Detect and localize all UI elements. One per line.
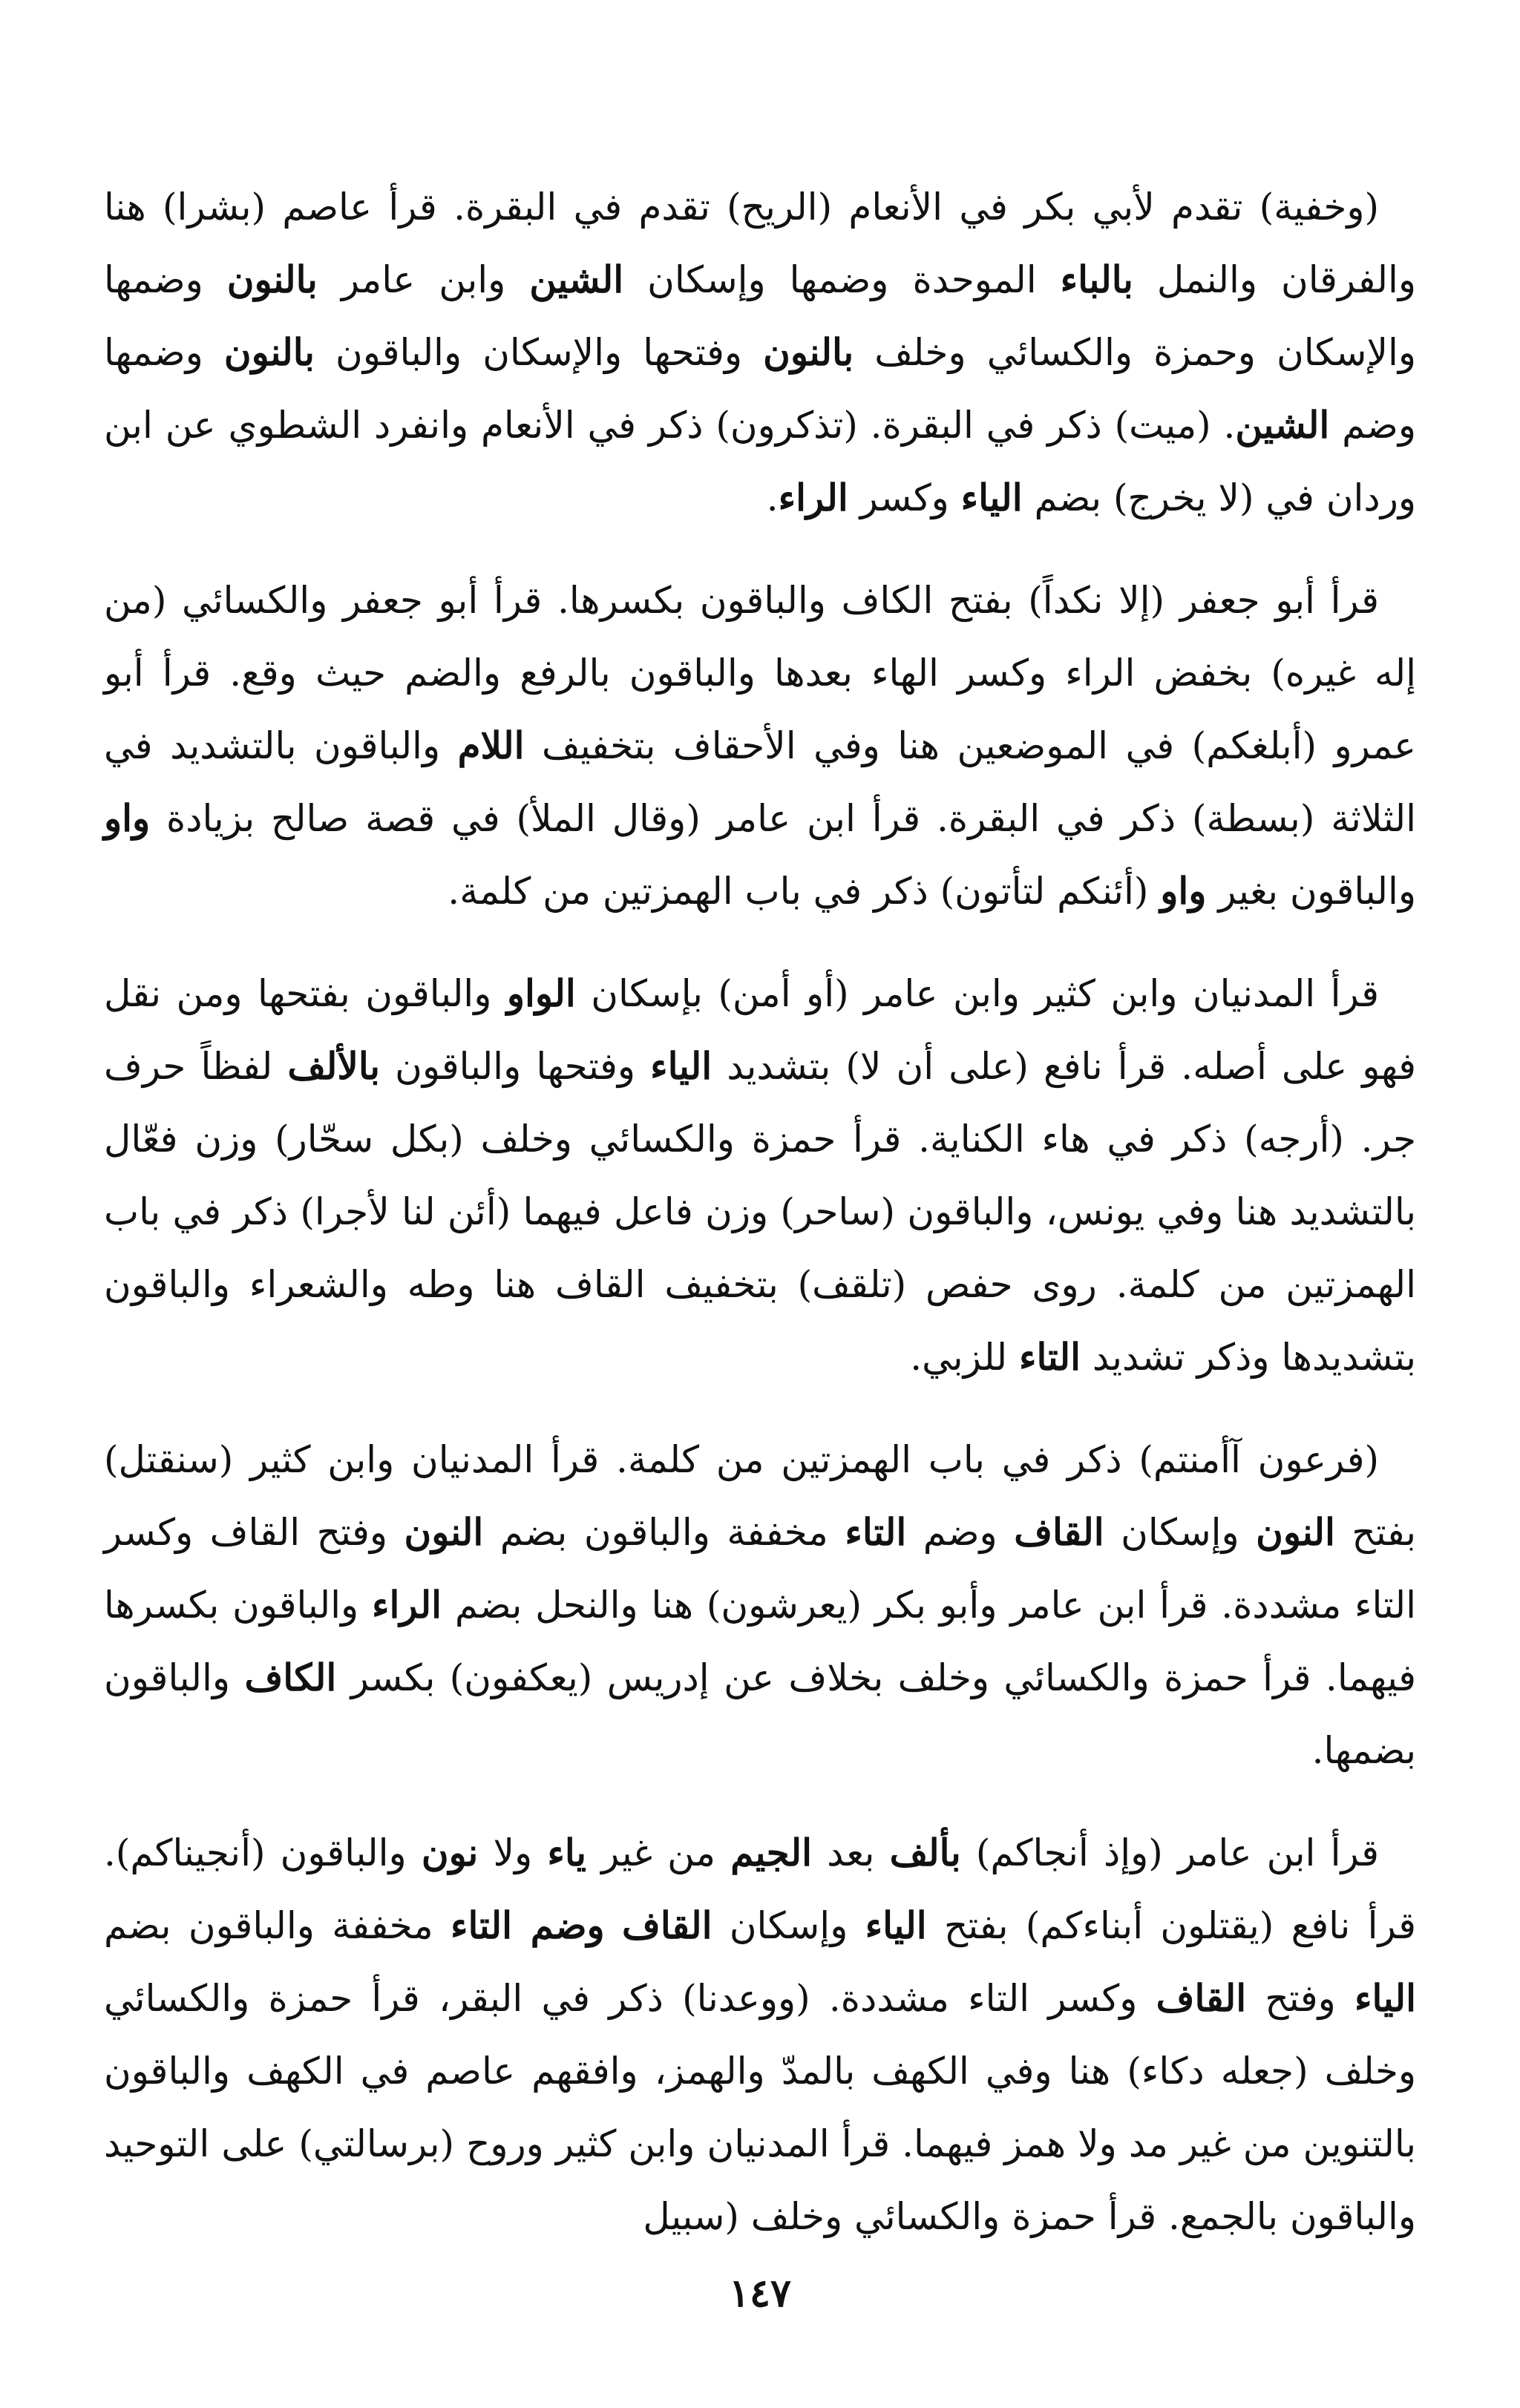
text-run: (وخفية) تقدم لأبي بكر في الأنعام (الريح) تقدم في البقرة. قرأ عاصم (بشرا) هنا والفرقان والنمل bbox=[104, 186, 1417, 301]
paragraph-4 bbox=[104, 1423, 1416, 1787]
text-run: والباقون بالتشديد في الثلاثة (بسطة) ذكر في البقرة. قرأ ابن عامر (وقال الملأ) في قصة صالح بزيادة bbox=[104, 724, 1416, 840]
bold-term: الشين bbox=[529, 257, 624, 301]
bold-term: بألف bbox=[889, 1831, 961, 1874]
text-run: مخففة والباقون بضم bbox=[104, 1904, 451, 1947]
text-run: وضمها والإسكان وحمزة والكسائي وخلف bbox=[104, 258, 1416, 374]
text-run: . (ميت) ذكر في البقرة. (تذكرون) ذكر في الأنعام وانفرد الشطوي عن ابن وردان في (لا يخرج) بضم bbox=[104, 404, 1416, 519]
bold-term: وضم التاء bbox=[451, 1903, 605, 1947]
text-run: وفتحها والباقون bbox=[380, 1045, 651, 1088]
text-run: وابن عامر bbox=[317, 258, 530, 301]
body-text bbox=[104, 171, 1416, 2253]
bold-term: الياء bbox=[650, 1044, 712, 1088]
text-run: وضمها وضم bbox=[104, 331, 1416, 447]
text-run: للزبي. bbox=[910, 1336, 1019, 1379]
bold-term: واو bbox=[1160, 869, 1207, 913]
text-run: والباقون بفتحها ومن نقل فهو على أصله. قرأ نافع (على أن لا) بتشديد bbox=[104, 972, 1416, 1088]
bold-term: بالألف bbox=[287, 1044, 381, 1088]
text-run: والباقون بكسرها فيهما. قرأ حمزة والكسائي وخلف بخلاف عن إدريس (يعكفون) بكسر bbox=[104, 1584, 1416, 1699]
bold-term: بالباء bbox=[1060, 257, 1133, 301]
text-run: مخففة والباقون بضم bbox=[483, 1511, 845, 1554]
bold-term: ياء bbox=[547, 1831, 587, 1874]
text-run: وإسكان bbox=[1104, 1511, 1257, 1554]
paragraph-3 bbox=[104, 957, 1416, 1394]
text-run: والباقون بغير bbox=[1206, 870, 1416, 913]
bold-term: القاف bbox=[1156, 1976, 1247, 2020]
text-run: وكسر bbox=[848, 476, 961, 519]
text-run: وفتح القاف وكسر التاء مشددة. قرأ ابن عامر وأبو بكر (يعرشون) هنا والنحل بضم bbox=[104, 1511, 1417, 1627]
text-run: وكسر التاء مشددة. (ووعدنا) ذكر في البقر، قرأ حمزة والكسائي وخلف (جعله دكاء) هنا وفي الكهف بالمدّ والهمز، وافقهم عاصم في الكهف والباقون بالتنوين من غير مد ولا همز فيهما. قرأ المدنيان وابن كثير وروح (برسالتي) على التوحيد والباقون بالجمع. قرأ حمزة والكسائي وخلف (سبيل bbox=[104, 1977, 1416, 2238]
text-run: لفظاً حرف جر. (أرجه) ذكر في هاء الكناية. قرأ حمزة والكسائي وخلف (بكل سحّار) وزن فعّال بالتشديد هنا وفي يونس، والباقون (ساحر) وزن فاعل فيهما (أئن لنا لأجرا) ذكر في باب الهمزتين من كلمة. روى حفص (تلقف) بتخفيف القاف هنا وطه والشعراء والباقون بتشديدها وذكر تشديد bbox=[104, 1045, 1416, 1379]
bold-term: الجيم bbox=[730, 1831, 812, 1874]
bold-term: الراء bbox=[778, 476, 848, 519]
text-run bbox=[605, 1904, 622, 1947]
text-run: قرأ أبو جعفر (إلا نكداً) بفتح الكاف والباقون بكسرها. قرأ أبو جعفر والكسائي (من إله غيره) بخفض الراء وكسر الهاء بعدها والباقون بالرفع والضم حيث وقع. قرأ أبو عمرو (أبلغكم) في الموضعين هنا وفي الأحقاف بتخفيف bbox=[104, 579, 1416, 767]
bold-term: القاف bbox=[1014, 1510, 1104, 1554]
bold-term: الكاف bbox=[244, 1656, 337, 1699]
bold-term: الياء bbox=[1354, 1976, 1416, 2020]
paragraph-1 bbox=[104, 171, 1416, 534]
bold-term: التاء bbox=[1019, 1335, 1081, 1379]
text-run: (أئنكم لتأتون) ذكر في باب الهمزتين من كلمة. bbox=[448, 870, 1161, 913]
bold-term: الراء bbox=[371, 1583, 442, 1627]
bold-term: بالنون bbox=[763, 330, 854, 374]
text-run: ولا bbox=[478, 1831, 548, 1874]
text-run: قرأ ابن عامر (وإذ أنجاكم) bbox=[960, 1831, 1379, 1874]
text-run: من غير bbox=[586, 1831, 731, 1874]
text-run: (فرعون آأمنتم) ذكر في باب الهمزتين من كلمة. قرأ المدنيان وابن كثير (سنقتل) بفتح bbox=[104, 1438, 1417, 1554]
bold-term: نون bbox=[421, 1831, 479, 1874]
paragraph-2 bbox=[104, 564, 1416, 928]
text-run: والباقون (أنجيناكم). قرأ نافع (يقتلون أبناءكم) بفتح bbox=[104, 1831, 1416, 1947]
text-run: قرأ المدنيان وابن كثير وابن عامر (أو أمن) بإسكان bbox=[575, 972, 1379, 1015]
bold-term: الياء bbox=[960, 476, 1023, 519]
bold-term: اللام bbox=[457, 724, 525, 767]
text-run: وفتحها والإسكان والباقون bbox=[314, 331, 764, 374]
text-run: بعد bbox=[811, 1831, 890, 1874]
text-run: وفتح bbox=[1246, 1977, 1355, 2020]
bold-term: بالنون bbox=[226, 257, 318, 301]
text-run: الموحدة وضمها وإسكان bbox=[623, 258, 1061, 301]
page-number: ١٤٧ bbox=[729, 2271, 791, 2316]
bold-term: الشين bbox=[1235, 403, 1330, 447]
bold-term: التاء bbox=[845, 1510, 907, 1554]
text-run: . bbox=[766, 476, 779, 519]
bold-term: بالنون bbox=[223, 330, 315, 374]
bold-term: النون bbox=[404, 1510, 484, 1554]
text-run: وإسكان bbox=[712, 1904, 865, 1947]
bold-term: واو bbox=[104, 796, 151, 840]
paragraph-5 bbox=[104, 1817, 1416, 2253]
bold-term: الياء bbox=[865, 1903, 927, 1947]
bold-term: الواو bbox=[506, 971, 576, 1015]
text-run: وضم bbox=[906, 1511, 1015, 1554]
bold-term: النون bbox=[1256, 1510, 1335, 1554]
text-run: والباقون بضمها. bbox=[104, 1656, 1416, 1772]
bold-term: القاف bbox=[622, 1903, 712, 1947]
